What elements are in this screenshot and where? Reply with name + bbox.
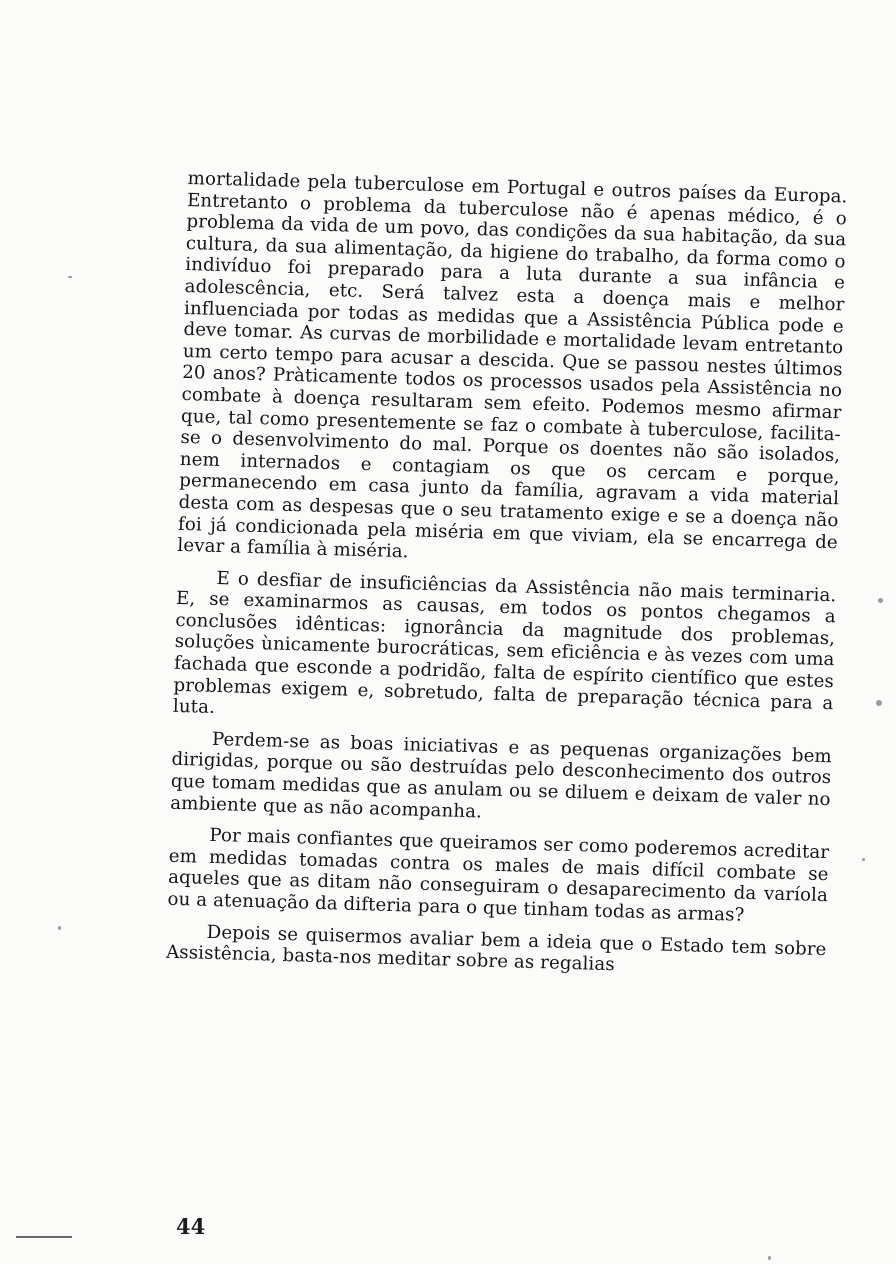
page-number: 44 xyxy=(176,1214,206,1239)
body-text xyxy=(166,168,848,992)
scan-speck xyxy=(862,858,865,861)
scan-speck xyxy=(876,700,882,706)
scan-mark xyxy=(16,1236,72,1238)
scan-speck xyxy=(878,598,883,603)
paragraph-3: Perdem-se as boas iniciativas e as pequenas organizações bem dirigidas, porque ou são destruídas pelo desconhecimento dos outros que tomam medidas que as anulam ou se diluem e deixam de valer no ambiente que as não acompanha. xyxy=(169,728,833,823)
paragraph-2: E o desfiar de insuficiências da Assistência não mais terminaria. E, se examinarmos as causas, em todos os pontos chegamos a conclusões idênticas: ignorância da magnitude dos problemas, soluções ùnicamente burocráticas, sem eficiência e às vezes com uma fachada que esconde a podridão, falta de espírito científico que estes problemas exigem e, sobretudo, falta de preparação técnica para a luta. xyxy=(172,567,837,719)
scan-speck xyxy=(68,276,72,278)
paragraph-4: Por mais confiantes que queiramos ser como poderemos acreditar em medidas tomadas contra os males de mais difícil combate se aqueles que as ditam não conseguiram o desaparecimento da varíola ou a atenuação da difteria para o que tinham todas as armas? xyxy=(167,825,830,926)
scan-speck xyxy=(58,926,61,930)
paragraph-1: mortalidade pela tuberculose em Portugal e outros países da Europa. Entretanto o problema da tuberculose não é apenas médico, é o problema da vida de um povo, das condições da sua habitação, da sua cultura, da sua alimentação, da higiene do trabalho, da forma como o indivíduo foi preparado para a luta durante a sua infância e adolescência, etc. Será talvez esta a doença mais e melhor influenciada por todas as medidas que a Assistência Pública pode e deve tomar. As curvas de morbilidade e mortalidade levam entretanto um certo tempo para acusar a descida. Que se passou nestes últimos 20 anos? Pràticamente todos os processos usados pela Assistência no combate à doença resultaram sem efeito. Podemos mesmo afirmar que, tal como presentemente se faz o combate à tuberculose, facilita-se o desenvolvimento do mal. Porque os doentes não são isolados, nem internados e contagiam os que os cercam e porque, permanecendo em casa junto da família, agravam a vida material desta com as despesas que o seu tratamento exige e se a doença não foi já condicionada pela miséria em que viviam, ela se encarrega de levar a família à miséria. xyxy=(177,168,848,563)
scan-speck xyxy=(768,1256,771,1260)
paragraph-5: Depois se quisermos avaliar bem a ideia que o Estado tem sobre Assistência, basta-nos meditar sobre as regalias xyxy=(165,921,827,976)
